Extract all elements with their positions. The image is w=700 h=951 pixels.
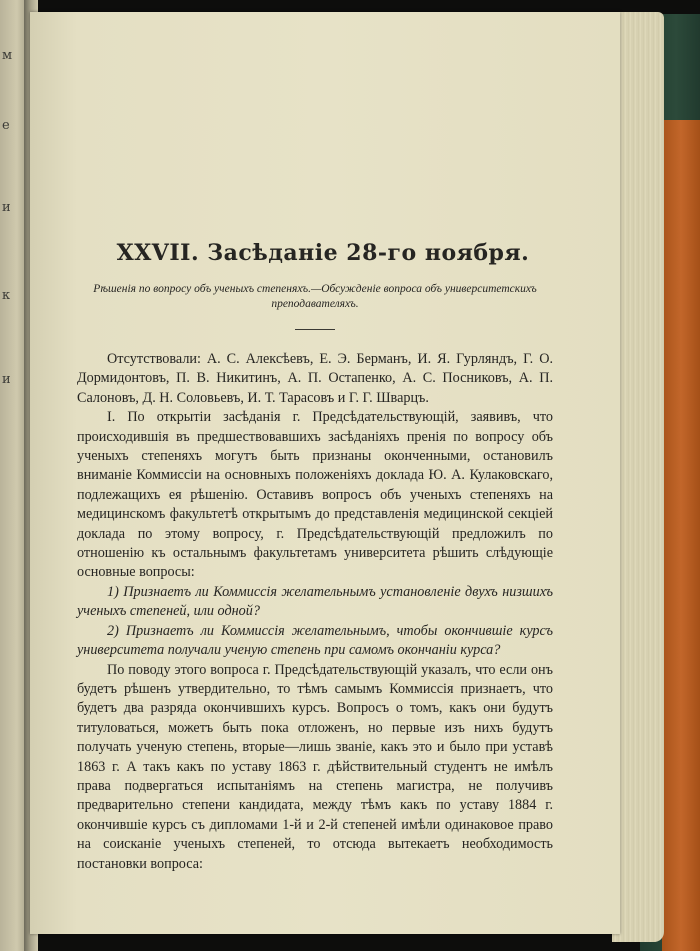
question-2: 2) Признаетъ ли Коммиссія желательнымъ, чтобы окончившіе курсъ университета получали ученую степень при самомъ окончаніи курса? (77, 622, 553, 659)
paragraph-1: I. По открытіи засѣданія г. Предсѣдательствующій, заявивъ, что происходившія въ предшествовавшихъ засѣданіяхъ пренія по вопросу объ ученыхъ степеняхъ могутъ быть признаны оконченными, остановилъ вниманіе Коммиссіи на основныхъ положеніяхъ доклада Ю. А. Кулаковскаго, подлежащихъ ея рѣшенію. Оставивъ вопросъ объ ученыхъ степеняхъ на медицинскомъ факультетѣ открытымъ до представленія медицинской секціей доклада по этому вопросу, г. Предсѣдательствующій предложилъ по отношенію къ остальнымъ факультетамъ университета рѣшить слѣдующіе основные вопросы: (77, 409, 553, 581)
section-title: XXVII. Засѣданіе 28-го ноября. (116, 240, 530, 266)
section-subtitle: Рѣшенія по вопросу объ ученыхъ степеняхъ.—Обсужденіе вопроса объ университетскихъ преподавателяхъ. (93, 283, 537, 310)
left-page-fragment: и (2, 200, 11, 215)
page-content (77, 240, 553, 874)
paragraph-2: По поводу этого вопроса г. Предсѣдательствующій указалъ, что если онъ будетъ рѣшенъ утвердительно, то тѣмъ самымъ Коммиссія признаетъ, что будетъ два разряда окончившихъ курсъ. Вопросъ о томъ, какъ они будутъ титуловаться, можетъ быть пока отложенъ, но первые изъ нихъ будутъ получать ученую степень, вторые—лишь званіе, какъ это и было при уставѣ 1863 г. А такъ какъ по уставу 1863 г. дѣйствительный студентъ не имѣлъ права подвергаться испытаніямъ на степень магистра, не получивъ предварительно степени кандидата, между тѣмъ какъ по уставу 1884 г. окончившіе курсъ съ дипломами 1-й и 2-й степеней имѣли одинаковое право на соисканіе ученыхъ степеней, то отсюда вытекаетъ необходимость постановки вопроса: (77, 661, 553, 872)
left-page-fragment: е (2, 118, 10, 133)
left-page-fragment: и (2, 372, 11, 387)
book-cover-orange (662, 120, 700, 951)
left-page-fragment: к (2, 288, 11, 303)
question-1: 1) Признаетъ ли Коммиссія желательнымъ установленіе двухъ низшихъ ученыхъ степеней, или одной? (77, 583, 553, 620)
attendance-paragraph: Отсутствовали: А. С. Алексѣевъ, Е. Э. Берманъ, И. Я. Гурляндъ, Г. О. Дормидонтовъ, П. В. Никитинъ, А. П. Остапенко, А. С. Посниковъ, А. П. Салоновъ, Д. Н. Соловьевъ, И. Т. Тарасовъ и Г. Г. Шварцъ. (77, 351, 553, 406)
left-page-fragment: м (2, 48, 13, 63)
divider-rule (295, 329, 335, 330)
book-page (30, 12, 620, 934)
